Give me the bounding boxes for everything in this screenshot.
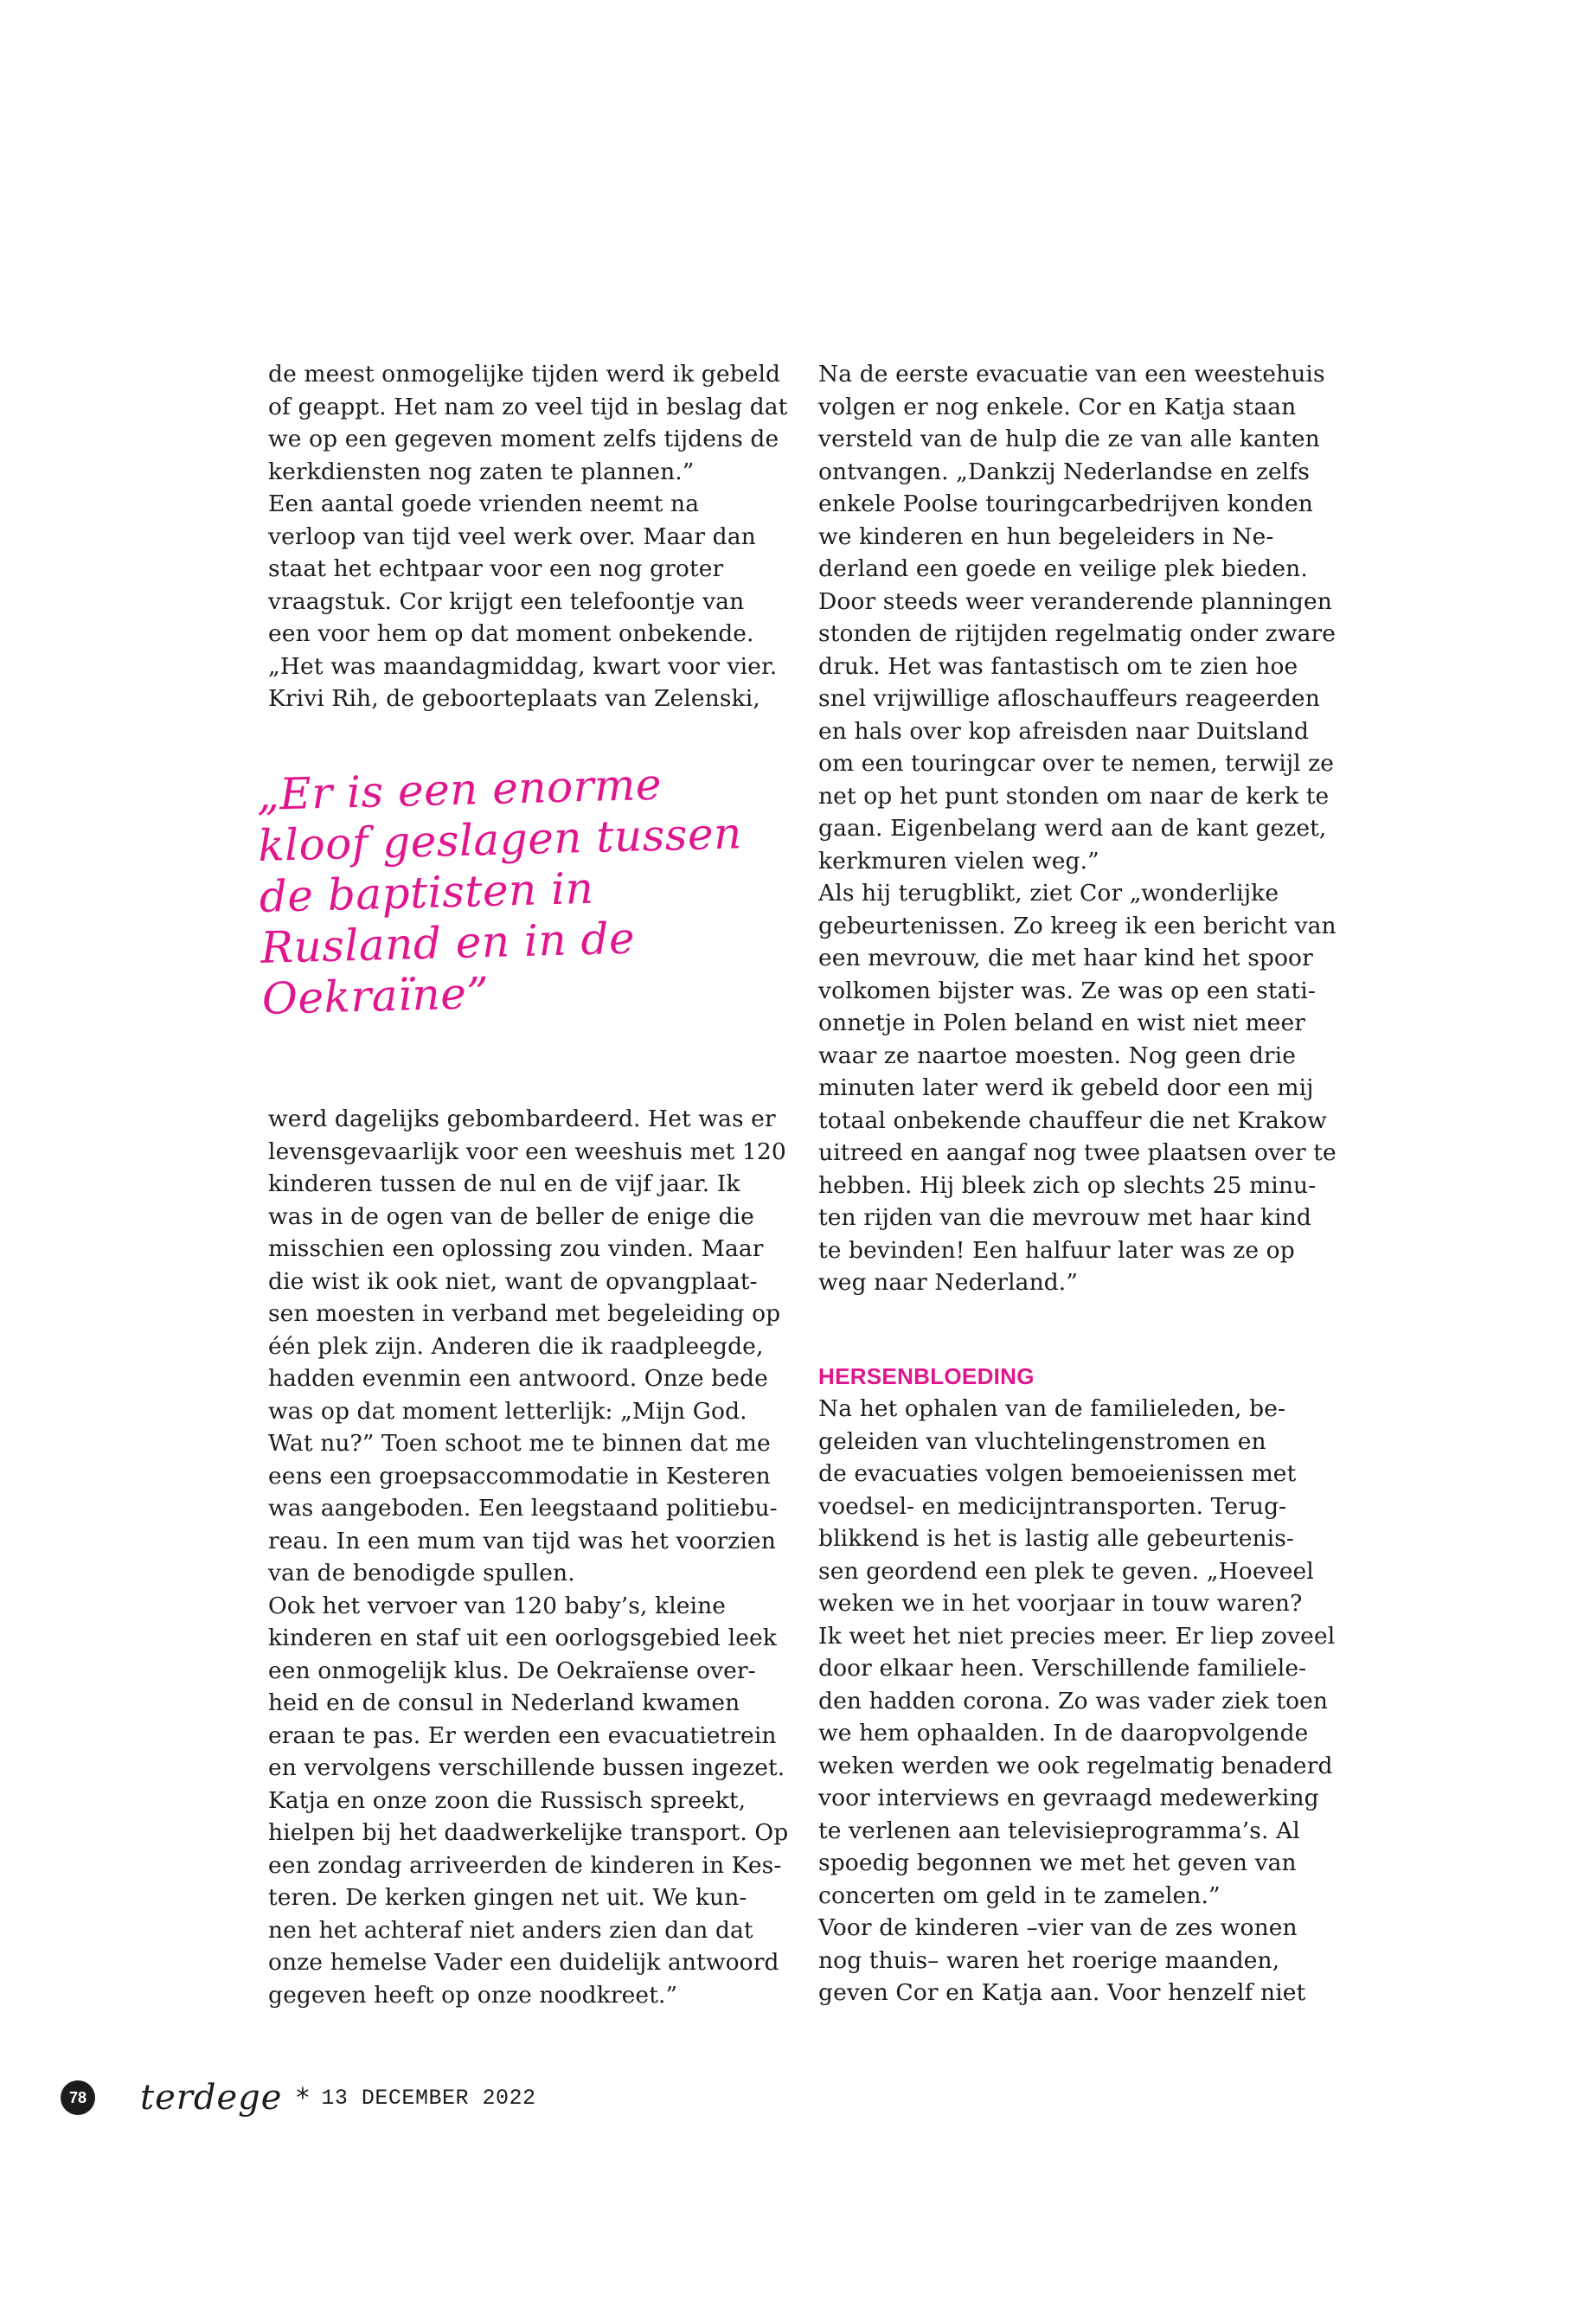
text-line: derland een goede en veilige plek bieden. xyxy=(818,555,1308,582)
text-line: net op het punt stonden om naar de kerk te xyxy=(818,782,1330,810)
text-line: verloop van tijd veel werk over. Maar dan xyxy=(268,522,756,550)
text-line: kerkdiensten nog zaten te plannen.” xyxy=(268,458,695,485)
text-line: was aangeboden. Een leegstaand politiebu- xyxy=(268,1495,778,1522)
text-line: voedsel- en medicijntransporten. Terug- xyxy=(818,1492,1287,1520)
text-line: kloof geslagen tussen xyxy=(257,808,743,871)
text-line: hielpen bij het daadwerkelijke transport. Op xyxy=(268,1819,789,1846)
text-line: teren. De kerken gingen net uit. We kun- xyxy=(268,1884,747,1911)
text-line: Oekraïne” xyxy=(261,968,490,1024)
article-column-right-bottom xyxy=(818,1393,1335,2009)
text-line: Een aantal goede vrienden neemt na xyxy=(268,490,700,517)
text-line: hebben. Hij bleek zich op slechts 25 minu- xyxy=(818,1171,1317,1199)
text-line: weken we in het voorjaar in touw waren? xyxy=(818,1590,1303,1617)
page-footer xyxy=(61,2076,535,2119)
text-line: gebeurtenissen. Zo kreeg ik een bericht van xyxy=(818,912,1336,939)
text-line: een onmogelijk klus. De Oekraïense over- xyxy=(268,1657,756,1684)
text-line: te bevinden! Een halfuur later was ze op xyxy=(818,1236,1295,1264)
text-line: staat het echtpaar voor een nog groter xyxy=(268,555,724,582)
text-line: Na de eerste evacuatie van een weestehuis xyxy=(818,361,1325,388)
text-line: ontvangen. „Dankzij Nederlandse en zelfs xyxy=(818,458,1310,485)
pull-quote xyxy=(256,756,799,1025)
magazine-logo: terdege xyxy=(140,2078,283,2118)
text-line: om een touringcar over te nemen, terwijl ze xyxy=(818,750,1335,777)
text-line: nen het achteraf niet anders zien dan dat xyxy=(268,1916,753,1944)
text-line: een mevrouw, die met haar kind het spoor xyxy=(818,945,1313,971)
text-line: onnetje in Polen beland en wist niet meer xyxy=(818,1009,1306,1036)
text-line: hadden evenmin een antwoord. Onze bede xyxy=(268,1365,768,1392)
text-line: gaan. Eigenbelang werd aan de kant gezet, xyxy=(818,815,1327,842)
text-line: Voor de kinderen –vier van de zes wonen xyxy=(818,1914,1298,1941)
text-line: druk. Het was fantastisch om te zien hoe xyxy=(818,652,1298,680)
text-line: kinderen en staf uit een oorlogsgebied leek xyxy=(268,1625,777,1651)
text-line: we hem ophaalden. In de daaropvolgende xyxy=(818,1720,1309,1747)
text-line: gegeven heeft op onze noodkreet.” xyxy=(268,1981,678,2009)
text-line: was op dat moment letterlijk: „Mijn God. xyxy=(268,1397,747,1425)
text-line: Als hij terugblikt, ziet Cor „wonderlijke xyxy=(818,880,1279,907)
text-line: levensgevaarlijk voor een weeshuis met 120 xyxy=(268,1138,786,1165)
text-line: spoedig begonnen we met het geven van xyxy=(818,1849,1297,1876)
issue-date: 13 DECEMBER 2022 xyxy=(321,2085,536,2111)
text-line: sen geordend een plek te geven. „Hoeveel xyxy=(818,1557,1314,1585)
text-line: kinderen tussen de nul en de vijf jaar. Ik xyxy=(268,1170,740,1197)
text-line: eraan te pas. Er werden een evacuatietrein xyxy=(268,1721,777,1749)
text-line: of geappt. Het nam zo veel tijd in beslag dat xyxy=(268,393,788,420)
asterisk-separator-icon: * xyxy=(296,2082,310,2113)
section-subheading: HERSENBLOEDING xyxy=(818,1363,1035,1389)
text-line: Door steeds weer veranderende planningen xyxy=(818,587,1332,615)
text-line: en hals over kop afreisden naar Duitsland xyxy=(818,717,1310,745)
article-column-left-bottom xyxy=(268,1103,788,2011)
text-line: volkomen bijster was. Ze was op een stati- xyxy=(818,977,1316,1004)
text-line: Ik weet het niet precies meer. Er liep zoveel xyxy=(818,1622,1336,1650)
text-line: „Er is een enorme xyxy=(256,759,663,820)
text-line: ten rijden van die mevrouw met haar kind xyxy=(818,1204,1311,1231)
text-line: blikkend is het is lastig alle gebeurtenis- xyxy=(818,1525,1294,1552)
text-line: geven Cor en Katja aan. Voor henzelf niet xyxy=(818,1979,1306,2006)
text-line: totaal onbekende chauffeur die net Krakow xyxy=(818,1106,1327,1134)
text-line: een zondag arriveerden de kinderen in Kes- xyxy=(268,1851,782,1879)
text-line: den hadden corona. Zo was vader ziek toen xyxy=(818,1687,1329,1715)
text-line: vraagstuk. Cor krijgt een telefoontje van xyxy=(268,587,745,615)
text-line: enkele Poolse touringcarbedrijven konden xyxy=(818,490,1313,517)
text-line: we op een gegeven moment zelfs tijdens de xyxy=(268,426,779,452)
text-line: waar ze naartoe moesten. Nog geen drie xyxy=(818,1042,1297,1069)
text-line: nog thuis– waren het roerige maanden, xyxy=(818,1946,1280,1974)
text-line: geleiden van vluchtelingenstromen en xyxy=(818,1427,1266,1455)
text-line: snel vrijwillige afloschauffeurs reageerden xyxy=(818,685,1320,712)
text-line: stonden de rijtijden regelmatig onder zware xyxy=(818,620,1336,647)
text-line: door elkaar heen. Verschillende familiele- xyxy=(818,1655,1307,1682)
text-line: en vervolgens verschillende bussen ingezet. xyxy=(268,1754,785,1781)
article-column-right-top xyxy=(818,358,1336,1299)
text-line: Na het ophalen van de familieleden, be- xyxy=(818,1395,1286,1422)
text-line: Katja en onze zoon die Russisch spreekt, xyxy=(268,1786,747,1814)
page-number-badge: 78 xyxy=(61,2080,95,2115)
text-line: kerkmuren vielen weg.” xyxy=(818,847,1099,875)
text-line: misschien een oplossing zou vinden. Maar xyxy=(268,1235,764,1262)
text-line: Rusland en in de xyxy=(260,913,636,973)
text-line: sen moesten in verband met begeleiding op xyxy=(268,1300,781,1327)
text-line: was in de ogen van de beller de enige die xyxy=(268,1202,754,1230)
text-line: een voor hem op dat moment onbekende. xyxy=(268,620,754,647)
text-line: versteld van de hulp die ze van alle kanten xyxy=(818,426,1320,452)
text-line: weken werden we ook regelmatig benaderd xyxy=(818,1752,1333,1779)
text-line: Ook het vervoer van 120 baby’s, kleine xyxy=(268,1592,727,1619)
text-line: één plek zijn. Anderen die ik raadpleegde, xyxy=(268,1332,764,1360)
article-column-left-top xyxy=(268,358,787,715)
text-line: concerten om geld in te zamelen.” xyxy=(818,1881,1221,1909)
text-line: onze hemelse Vader een duidelijk antwoord xyxy=(268,1949,779,1976)
text-line: de baptisten in xyxy=(259,862,595,922)
text-line: „Het was maandagmiddag, kwart voor vier. xyxy=(268,652,778,680)
text-line: die wist ik ook niet, want de opvangplaat- xyxy=(268,1267,758,1295)
text-line: te verlenen aan televisieprogramma’s. Al xyxy=(818,1817,1300,1844)
text-line: eens een groepsaccommodatie in Kesteren xyxy=(268,1462,771,1490)
text-line: de meest onmogelijke tijden werd ik gebeld xyxy=(268,361,781,388)
text-line: heid en de consul in Nederland kwamen xyxy=(268,1689,740,1716)
text-line: Wat nu?” Toen schoot me te binnen dat me xyxy=(268,1430,771,1457)
text-line: weg naar Nederland.” xyxy=(818,1269,1078,1296)
text-line: reau. In een mum van tijd was het voorzien xyxy=(268,1527,776,1554)
text-line: minuten later werd ik gebeld door een mij xyxy=(818,1074,1314,1101)
text-line: van de benodigde spullen. xyxy=(268,1560,575,1586)
text-line: Krivi Rih, de geboorteplaats van Zelenski, xyxy=(268,685,760,712)
text-line: voor interviews en gevraagd medewerking xyxy=(818,1785,1319,1811)
text-line: uitreed en aangaf nog twee plaatsen over te xyxy=(818,1139,1336,1166)
text-line: de evacuaties volgen bemoeienissen met xyxy=(818,1460,1297,1487)
text-line: werd dagelijks gebombardeerd. Het was er xyxy=(268,1106,776,1132)
text-line: we kinderen en hun begeleiders in Ne- xyxy=(818,522,1274,550)
text-line: volgen er nog enkele. Cor en Katja staan xyxy=(818,393,1297,420)
